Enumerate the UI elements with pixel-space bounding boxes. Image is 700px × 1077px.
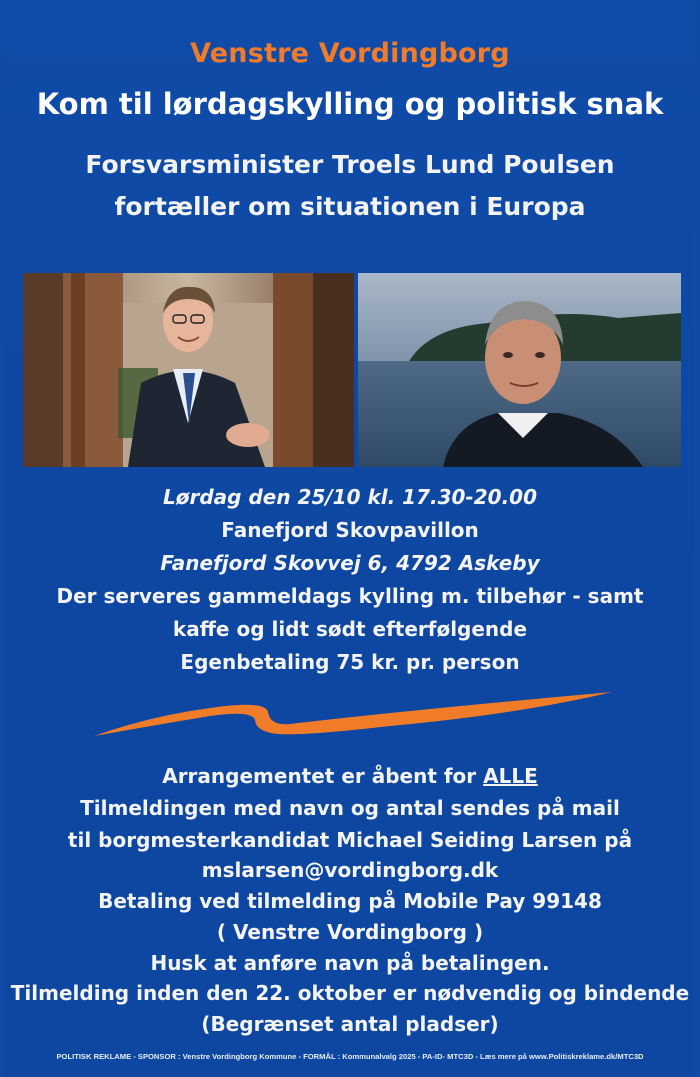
- subtitle-line-2: fortæller om situationen i Europa: [114, 192, 586, 221]
- orange-swoosh-divider: [90, 688, 615, 743]
- limited-seats: (Begrænset antal pladser): [201, 1012, 499, 1036]
- open-for-all: [0, 764, 700, 788]
- price: Egenbetaling 75 kr. pr. person: [180, 650, 520, 674]
- registration-deadline: Tilmelding inden den 22. oktober er nødvendig og bindende: [10, 981, 690, 1005]
- open-prefix: Arrangementet er åbent for: [162, 764, 484, 788]
- contact-email: mslarsen@vordingborg.dk: [201, 858, 499, 882]
- event-address: Fanefjord Skovvej 6, 4792 Askeby: [160, 551, 540, 575]
- payment-reminder: Husk at anføre navn på betalingen.: [150, 951, 550, 975]
- photo-troels-lund-poulsen: [23, 273, 354, 467]
- subtitle-line-1: Forsvarsminister Troels Lund Poulsen: [85, 150, 615, 179]
- footer-disclaimer: POLITISK REKLAME - SPONSOR : Venstre Vordingborg Kommune - FORMÅL : Kommunalvalg 2025 - PA-ID- MTC3D - Læs mere på www.Politiskreklame.dk/MTC3D: [56, 1052, 644, 1061]
- registration-line-3: til borgmesterkandidat Michael Seiding Larsen på: [67, 828, 633, 852]
- brand-title: Venstre Vordingborg: [190, 38, 510, 69]
- registration-line-2: Tilmeldingen med navn og antal sendes på mail: [80, 796, 620, 820]
- event-date: Lørdag den 25/10 kl. 17.30-20.00: [163, 485, 537, 509]
- payment-name: ( Venstre Vordingborg ): [216, 920, 484, 944]
- menu-line-2: kaffe og lidt sødt efterfølgende: [172, 617, 528, 641]
- headline: Kom til lørdagskylling og politisk snak: [36, 87, 664, 121]
- menu-line-1: Der serveres gammeldags kylling m. tilbehør - samt: [56, 584, 644, 608]
- open-all: ALLE: [483, 764, 538, 788]
- photo-michael-seiding-larsen: [358, 273, 681, 467]
- payment-info: Betaling ved tilmelding på Mobile Pay 99148: [98, 889, 602, 913]
- event-venue: Fanefjord Skovpavillon: [221, 518, 479, 542]
